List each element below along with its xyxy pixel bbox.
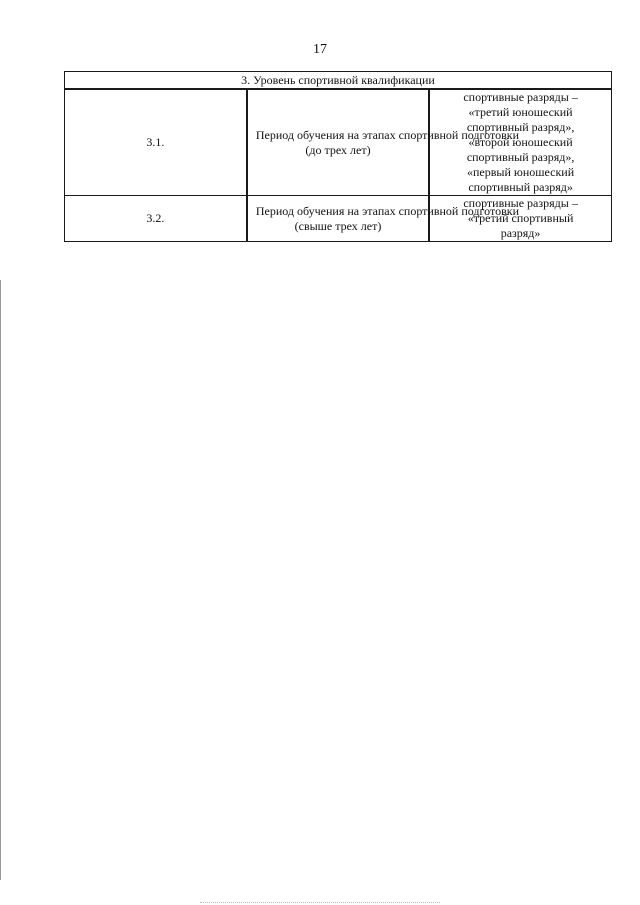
value-line: спортивный разряд» <box>468 180 573 194</box>
row-description <box>247 89 519 196</box>
row-value <box>429 196 611 242</box>
row-description <box>247 196 519 242</box>
value-line: «первый юношеский <box>467 165 575 179</box>
value-line: разряд» <box>500 226 541 240</box>
table-row <box>65 196 612 242</box>
description-line: (свыше трех лет) <box>294 218 382 233</box>
description-line: Период обучения на этапах спортивной подготовки <box>255 127 519 142</box>
value-line: спортивный разряд», <box>466 150 575 164</box>
value-line: «третий юношеский <box>468 105 573 119</box>
table-section-header-row <box>65 72 612 90</box>
value-line: спортивные разряды – <box>463 196 578 210</box>
value-line: спортивные разряды – <box>463 90 578 104</box>
scan-bottom-artifact <box>200 902 440 904</box>
description-line: Период обучения на этапах спортивной подготовки <box>255 203 519 218</box>
row-number: 3.2. <box>65 196 247 242</box>
description-line: (до трех лет) <box>305 142 371 157</box>
value-line: спортивный разряд», <box>466 120 575 134</box>
section-title: 3. Уровень спортивной квалификации <box>65 72 612 90</box>
table-row <box>65 89 612 196</box>
value-line: «второй юношеский <box>468 135 573 149</box>
scan-edge-shadow <box>0 280 1 880</box>
page-number: 17 <box>313 42 327 57</box>
row-number: 3.1. <box>65 89 247 196</box>
row-value <box>429 89 611 196</box>
value-line: «третий спортивный <box>467 211 574 225</box>
qualification-table <box>64 71 612 242</box>
